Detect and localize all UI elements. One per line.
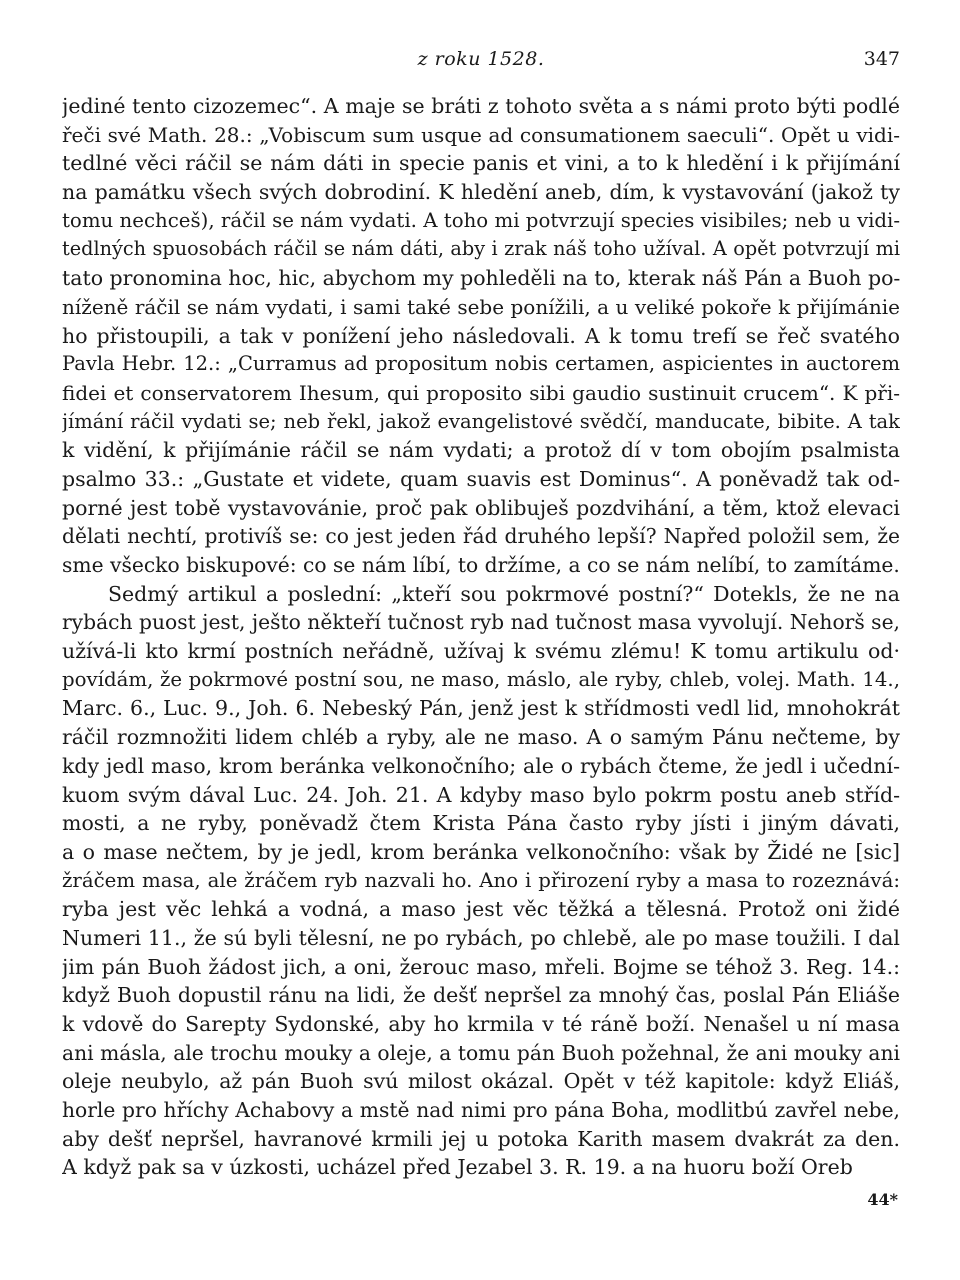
text-line: Pavla Hebr. 12.: „Curramus ad propositum nobis certamen, aspicientes in auctorem [62,352,900,376]
paragraph [62,580,900,1182]
text-line: rybách puost jest, ješto někteří tučnost ryb nad tučnost masa vyvolují. Nehorš se, [62,610,900,635]
text-line: sme všecko biskupové: co se nám líbí, to držíme, a co se nám nelíbí, to zamítáme. [62,553,900,577]
text-line: níženě ráčil se nám vydati, i sami také sebe ponížili, a u veliké pokoře k přijímánie [62,294,900,319]
text-line: oleje neubylo, až pán Buoh svú milost okázal. Opět v též kapitole: když Eliáš, [62,1069,900,1094]
text-line: fidei et conservatorem Ihesum, qui proposito sibi gaudio sustinuit crucem“. K při- [62,380,900,405]
text-line: Numeri 11., že sú byli tělesní, ne po rybách, po chlebě, ale po mase toužili. I dal [62,925,900,950]
page-number: 347 [863,48,900,70]
text-line: k vidění, k přijímánie ráčil se nám vydati; a protož dí v tom obojím psalmista [62,438,900,463]
text-line: a o mase nečtem, by je jedl, krom beránka velkonočního: však by Židé ne [sic] [62,839,900,864]
text-line: mosti, a ne ryby, poněvadž čtem Krista Pána často ryby jísti i jiným dávati, [62,811,900,836]
text-line: tato pronomina hoc, hic, abychom my pohleděli na to, kterak náš Pán a Buoh po- [62,266,900,291]
text-line: ryba jest věc lehká a vodná, a maso jest věc těžká a tělesná. Protož oni židé [62,897,900,922]
text-line: psalmo 33.: „Gustate et videte, quam suavis est Dominus“. A poněvadž tak od- [62,466,900,491]
text-line: tomu nechceš), ráčil se nám vydati. A toho mi potvrzují species visibiles; neb u vidi- [62,208,900,232]
text-line: žráčem masa, ale žráčem ryb nazvali ho. Ano i přirození ryby a masa to rozeznává: [62,868,900,892]
text-line: kuom svým dával Luc. 24. Joh. 21. A kdyby maso bylo pokrm postu aneb stříd- [62,782,900,807]
text-line: porné jest tobě vystavovánie, proč pak oblibuješ pozdvihání, a těm, ktož elevaci [62,495,900,520]
text-line: jediné tento cizozemec“. A maje se bráti z tohoto světa a s námi proto býti podlé [62,94,900,118]
body-text [62,92,900,1182]
text-line: ráčil rozmnožiti lidem chléb a ryby, ale ne maso. A o samým Pánu nečteme, by [62,725,900,750]
running-head-title: z roku 1528. [417,48,545,70]
text-line: užívá-li kto krmí postních neřádně, užívaj k svému zlému! K tomu artikulu od· [62,639,900,664]
page [62,40,900,1260]
text-line: povídám, že pokrmové postní sou, ne maso, máslo, ale ryby, chleb, volej. Math. 14., [62,667,900,691]
text-line: A když pak sa v úzkosti, ucházel před Jezabel 3. R. 19. a na huoru boží Oreb [62,1155,853,1180]
text-line: kdy jedl maso, krom beránka velkonočního; ale o rybách čteme, že jedl i učední- [62,753,900,778]
text-line: Marc. 6., Luc. 9., Joh. 6. Nebeský Pán, jenž jest k střídmosti vedl lid, mnohokrát [62,696,900,721]
text-line: jímání ráčil vydati se; neb řekl, jakož evangelistové svědčí, manducate, bibite. A tak [62,409,900,433]
text-line: ho přistoupili, a tak v ponížení jeho následovali. A k tomu trefí se řeč svatého [62,323,900,348]
text-line: ani másla, ale trochu mouky a oleje, a tomu pán Buoh požehnal, že ani mouky ani [62,1040,900,1065]
text-line: řeči své Math. 28.: „Vobiscum sum usque ad consumationem saeculi“. Opět u vidi- [62,122,900,147]
text-line: Sedmý artikul a poslední: „kteří sou pokrmové postní?“ Dotekls, že ne na [108,581,900,606]
text-line: jim pán Buoh žádost jich, a oni, žerouc maso, mřeli. Bojme se téhož 3. Reg. 14.: [62,954,900,979]
text-line: horle pro hříchy Achabovy a mstě nad nimi pro pána Boha, modlitbú zavřel nebe, [62,1098,900,1123]
text-line: na památku všech svých dobrodiní. K hledění aneb, dím, k vystavování (jakož ty [62,180,900,205]
text-line: tedlných spuosobách ráčil se nám dáti, aby i zrak náš toho užíval. A opět potvrzují mi [62,237,900,261]
text-line: k vdově do Sarepty Sydonské, aby ho krmila v té ráně boží. Nenašel u ní masa [62,1012,900,1036]
paragraph [62,92,900,580]
text-line: když Buoh dopustil ránu na lidi, že dešť nepršel za mnohý čas, poslal Pán Eliáše [62,983,900,1008]
text-line: tedlné věci ráčil se nám dáti in specie panis et vini, a to k hledění i k přijímání [62,151,900,176]
signature-mark: 44* [867,1190,898,1209]
running-head [62,44,900,78]
text-line: aby dešť nepršel, havranové krmili jej u potoka Karith masem dvakrát za den. [62,1126,900,1151]
text-line: dělati nechtí, protivíš se: co jest jeden řád druhého lepší? Napřed položil sem, že [62,524,900,549]
